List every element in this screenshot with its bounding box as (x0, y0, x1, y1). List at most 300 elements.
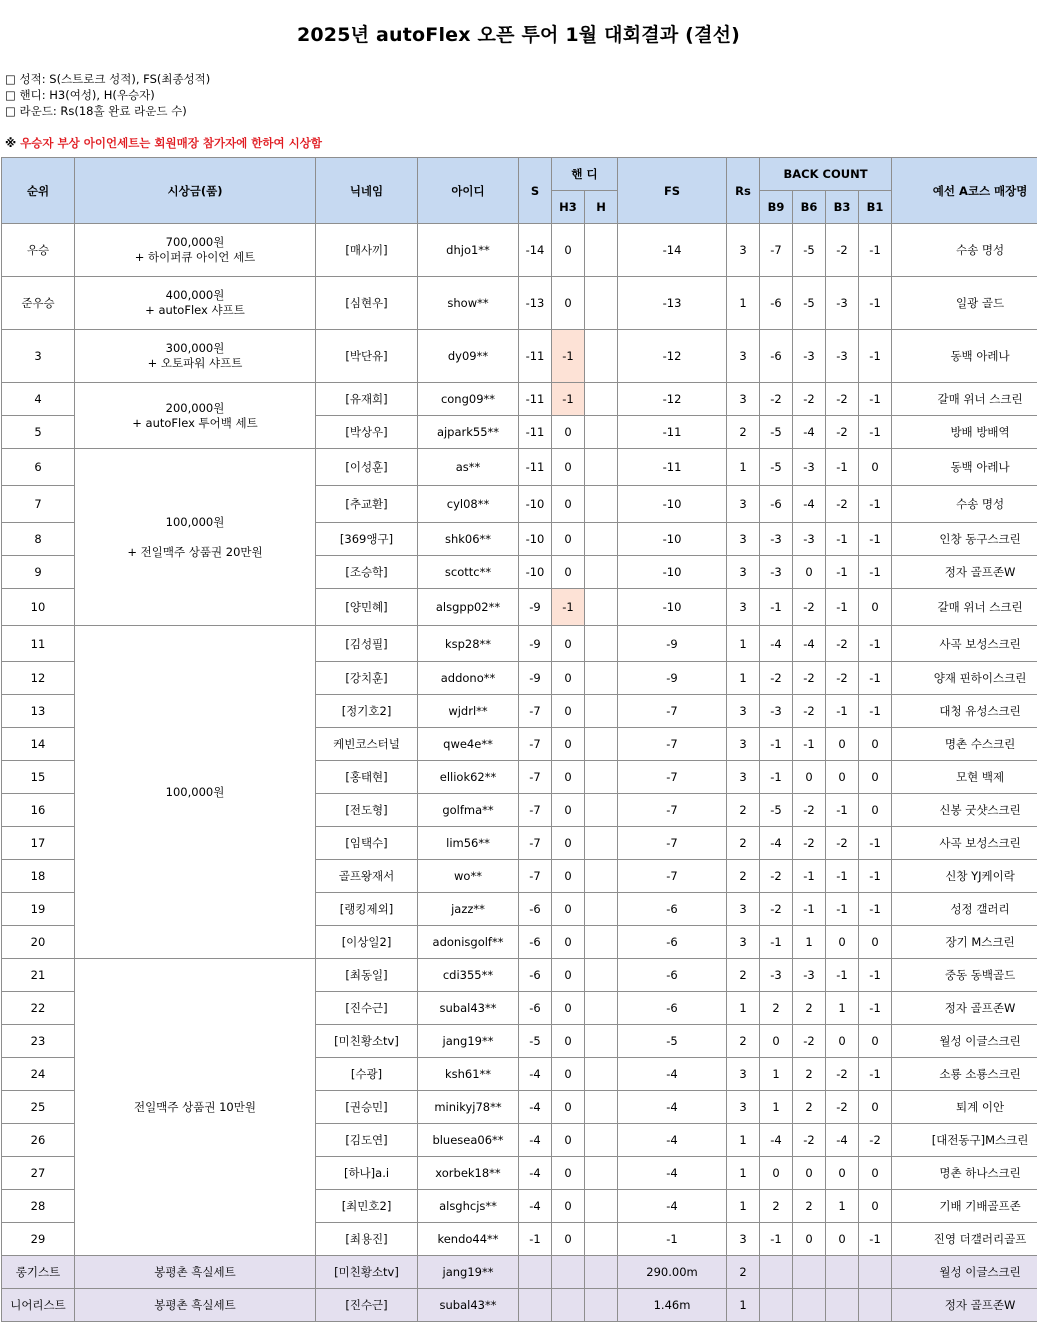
fs-cell: -12 (618, 330, 727, 383)
b3-cell: -1 (826, 556, 859, 589)
rank-cell: 23 (2, 1025, 75, 1058)
b6-cell: 0 (793, 1157, 826, 1190)
h3-cell: 0 (552, 860, 585, 893)
store-cell: 수송 명성 (892, 486, 1037, 523)
rank-cell: 29 (2, 1223, 75, 1256)
rs-cell: 3 (727, 1223, 760, 1256)
b1-cell: -1 (859, 556, 892, 589)
b3-cell: -3 (826, 277, 859, 330)
rs-cell: 1 (727, 1289, 760, 1322)
b6-cell: -1 (793, 893, 826, 926)
rank-cell: 4 (2, 383, 75, 416)
b1-cell: -2 (859, 1124, 892, 1157)
nickname-cell: 케빈코스터널 (316, 728, 418, 761)
rs-cell: 1 (727, 449, 760, 486)
s-cell: -10 (519, 556, 552, 589)
b3-cell: -2 (826, 486, 859, 523)
b3-cell: 0 (826, 1157, 859, 1190)
fs-cell: -11 (618, 449, 727, 486)
b1-cell: -1 (859, 224, 892, 277)
s-cell: -6 (519, 992, 552, 1025)
rank-cell: 22 (2, 992, 75, 1025)
store-cell: 양재 핀하이스크린 (892, 662, 1037, 695)
h3-cell: 0 (552, 728, 585, 761)
header-b1: B1 (859, 191, 892, 224)
b6-cell: 2 (793, 992, 826, 1025)
nickname-cell: [369앵구] (316, 523, 418, 556)
h-cell (585, 416, 618, 449)
b6-cell: 2 (793, 1091, 826, 1124)
h-cell (585, 926, 618, 959)
legend-notes (5, 71, 210, 119)
prize-cell: 봉평촌 흑실세트 (75, 1256, 316, 1289)
b9-cell: 2 (760, 1190, 793, 1223)
b1-cell: -1 (859, 1058, 892, 1091)
b6-cell: -1 (793, 860, 826, 893)
id-cell: golfma** (418, 794, 519, 827)
b3-cell: -2 (826, 662, 859, 695)
prize-bonus: + 오토파워 샤프트 (148, 356, 243, 370)
store-cell: 갈매 위너 스크린 (892, 383, 1037, 416)
header-store: 예선 A코스 매장명 (892, 158, 1037, 224)
b6-cell: -4 (793, 416, 826, 449)
s-cell: -6 (519, 893, 552, 926)
b6-cell: -3 (793, 449, 826, 486)
store-cell: 인창 동구스크린 (892, 523, 1037, 556)
nickname-cell: [매사끼] (316, 224, 418, 277)
b6-cell: 2 (793, 1058, 826, 1091)
b3-cell: 1 (826, 1190, 859, 1223)
h3-cell: -1 (552, 589, 585, 626)
nickname-cell: [권승민] (316, 1091, 418, 1124)
b6-cell: -5 (793, 224, 826, 277)
b9-cell: -1 (760, 728, 793, 761)
rs-cell: 1 (727, 277, 760, 330)
rank-cell: 28 (2, 1190, 75, 1223)
rs-cell: 1 (727, 662, 760, 695)
b3-cell: -1 (826, 589, 859, 626)
fs-cell: -4 (618, 1124, 727, 1157)
id-cell: xorbek18** (418, 1157, 519, 1190)
fs-cell: -4 (618, 1058, 727, 1091)
b9-cell: -1 (760, 761, 793, 794)
s-cell: -9 (519, 589, 552, 626)
h-cell (585, 330, 618, 383)
h3-cell: 0 (552, 794, 585, 827)
table-row (2, 330, 1037, 383)
rs-cell: 2 (727, 1256, 760, 1289)
rs-cell: 3 (727, 761, 760, 794)
b1-cell: -1 (859, 893, 892, 926)
h-cell (585, 626, 618, 662)
rank-cell: 7 (2, 486, 75, 523)
h3-cell: 0 (552, 959, 585, 992)
table-row (2, 224, 1037, 277)
h3-cell: 0 (552, 626, 585, 662)
b1-cell: -1 (859, 662, 892, 695)
b6-cell: -2 (793, 827, 826, 860)
b1-cell: 0 (859, 589, 892, 626)
header-b3: B3 (826, 191, 859, 224)
table-row (2, 277, 1037, 330)
h3-cell: 0 (552, 1091, 585, 1124)
b3-cell: -2 (826, 626, 859, 662)
h3-cell: 0 (552, 1157, 585, 1190)
b3-cell: -1 (826, 523, 859, 556)
fs-cell: -7 (618, 827, 727, 860)
s-cell: -7 (519, 761, 552, 794)
prize-cell (75, 224, 316, 277)
store-cell: 동백 아레나 (892, 330, 1037, 383)
s-cell: -9 (519, 626, 552, 662)
b1-cell: 0 (859, 794, 892, 827)
store-cell: 기배 기배골프존 (892, 1190, 1037, 1223)
fs-cell: -6 (618, 959, 727, 992)
store-cell: [대전동구]M스크린 (892, 1124, 1037, 1157)
nickname-cell: [미친황소tv] (316, 1025, 418, 1058)
h3-cell: 0 (552, 224, 585, 277)
b1-cell: -1 (859, 860, 892, 893)
store-cell: 정자 골프존W (892, 1289, 1037, 1322)
id-cell: lim56** (418, 827, 519, 860)
prize-warning (5, 135, 322, 151)
h3-cell: 0 (552, 416, 585, 449)
b3-cell: -2 (826, 1058, 859, 1091)
rank-cell: 17 (2, 827, 75, 860)
b6-cell: -3 (793, 959, 826, 992)
store-cell: 중동 동백골드 (892, 959, 1037, 992)
note-handicap: □ 핸디: H3(여성), H(우승자) (5, 87, 210, 103)
header-rank: 순위 (2, 158, 75, 224)
nickname-cell: [최용진] (316, 1223, 418, 1256)
rank-cell: 20 (2, 926, 75, 959)
nickname-cell: [박상우] (316, 416, 418, 449)
b9-cell: -1 (760, 926, 793, 959)
rs-cell: 2 (727, 959, 760, 992)
rs-cell: 2 (727, 794, 760, 827)
h-cell (585, 1190, 618, 1223)
rank-cell: 26 (2, 1124, 75, 1157)
rank-cell: 27 (2, 1157, 75, 1190)
rs-cell: 2 (727, 1025, 760, 1058)
table-row (2, 626, 1037, 662)
h-cell (585, 761, 618, 794)
b6-cell: -2 (793, 662, 826, 695)
h-cell (585, 728, 618, 761)
fs-cell: -10 (618, 556, 727, 589)
nickname-cell: [진수근] (316, 1289, 418, 1322)
s-cell: -6 (519, 926, 552, 959)
h-cell (585, 556, 618, 589)
h3-cell: 0 (552, 523, 585, 556)
rank-cell: 준우승 (2, 277, 75, 330)
fs-cell: -10 (618, 523, 727, 556)
fs-cell: -4 (618, 1190, 727, 1223)
rs-cell: 3 (727, 1091, 760, 1124)
store-cell: 장기 M스크린 (892, 926, 1037, 959)
rank-cell: 25 (2, 1091, 75, 1124)
b1-cell: -1 (859, 383, 892, 416)
b9-cell: -6 (760, 330, 793, 383)
id-cell: qwe4e** (418, 728, 519, 761)
h-cell (585, 860, 618, 893)
s-cell: -4 (519, 1124, 552, 1157)
prize-cell: 전일맥주 상품권 10만원 (75, 959, 316, 1256)
nickname-cell: [강치훈] (316, 662, 418, 695)
header-nickname: 닉네임 (316, 158, 418, 224)
h3-cell: 0 (552, 277, 585, 330)
b1-cell: -1 (859, 992, 892, 1025)
nickname-cell: [이성훈] (316, 449, 418, 486)
rs-cell: 3 (727, 486, 760, 523)
h3-cell: 0 (552, 662, 585, 695)
h-cell (585, 1157, 618, 1190)
b1-cell: 0 (859, 761, 892, 794)
h-cell (585, 224, 618, 277)
b9-cell: -6 (760, 277, 793, 330)
b6-cell: 2 (793, 1190, 826, 1223)
h-cell (585, 486, 618, 523)
store-cell: 수송 명성 (892, 224, 1037, 277)
fs-cell: -5 (618, 1025, 727, 1058)
store-cell: 정자 골프존W (892, 992, 1037, 1025)
b6-cell: -2 (793, 695, 826, 728)
b9-cell: -7 (760, 224, 793, 277)
store-cell: 월성 이글스크린 (892, 1025, 1037, 1058)
id-cell: jang19** (418, 1256, 519, 1289)
b3-cell: -1 (826, 695, 859, 728)
fs-cell: -11 (618, 416, 727, 449)
b6-cell: -4 (793, 626, 826, 662)
b3-cell: 0 (826, 728, 859, 761)
h-cell (585, 277, 618, 330)
b6-cell: -3 (793, 523, 826, 556)
rs-cell: 1 (727, 1190, 760, 1223)
b3-cell: -2 (826, 827, 859, 860)
b9-cell: -3 (760, 695, 793, 728)
id-cell: alsgpp02** (418, 589, 519, 626)
fs-cell: -4 (618, 1157, 727, 1190)
fs-cell: -7 (618, 794, 727, 827)
fs-cell: -4 (618, 1091, 727, 1124)
s-cell: -7 (519, 860, 552, 893)
s-cell: -11 (519, 383, 552, 416)
h-cell (585, 662, 618, 695)
store-cell: 진영 더갤러리골프 (892, 1223, 1037, 1256)
prize-bonus: + autoFlex 투어백 세트 (132, 416, 258, 430)
page-title: 2025년 autoFlex 오픈 투어 1월 대회결과 (결선) (0, 20, 1037, 47)
b1-cell: -1 (859, 827, 892, 860)
b9-cell: 0 (760, 1157, 793, 1190)
fs-cell: -1 (618, 1223, 727, 1256)
rs-cell: 2 (727, 860, 760, 893)
fs-cell: -9 (618, 626, 727, 662)
rs-cell: 3 (727, 330, 760, 383)
b3-cell: -1 (826, 893, 859, 926)
b9-cell: -4 (760, 827, 793, 860)
rank-cell: 18 (2, 860, 75, 893)
store-cell: 신봉 굿샷스크린 (892, 794, 1037, 827)
h-cell (585, 1025, 618, 1058)
fs-cell: -7 (618, 761, 727, 794)
store-cell: 갈매 위너 스크린 (892, 589, 1037, 626)
b1-cell: -1 (859, 330, 892, 383)
b3-cell: -4 (826, 1124, 859, 1157)
header-back-count: BACK COUNT (760, 158, 892, 191)
b1-cell: -1 (859, 695, 892, 728)
results-table (1, 157, 1037, 1322)
h-cell (585, 449, 618, 486)
b1-cell: -1 (859, 277, 892, 330)
fs-cell: -7 (618, 860, 727, 893)
b3-cell: -1 (826, 959, 859, 992)
s-cell: -5 (519, 1025, 552, 1058)
rs-cell: 2 (727, 416, 760, 449)
warning-text: 우승자 부상 아이언세트는 회원매장 참가자에 한하여 시상함 (20, 136, 322, 150)
rs-cell: 3 (727, 728, 760, 761)
nickname-cell: [심현우] (316, 277, 418, 330)
b9-cell: -3 (760, 523, 793, 556)
header-b6: B6 (793, 191, 826, 224)
b1-cell: 0 (859, 1190, 892, 1223)
h3-cell: 0 (552, 926, 585, 959)
id-cell: subal43** (418, 1289, 519, 1322)
id-cell: wjdrl** (418, 695, 519, 728)
rs-cell: 3 (727, 893, 760, 926)
h-cell (585, 1223, 618, 1256)
rs-cell: 1 (727, 626, 760, 662)
b6-cell: -2 (793, 1124, 826, 1157)
fs-cell: -13 (618, 277, 727, 330)
s-cell: -4 (519, 1091, 552, 1124)
rank-cell: 19 (2, 893, 75, 926)
b3-cell: -3 (826, 330, 859, 383)
s-cell: -4 (519, 1157, 552, 1190)
header-prize: 시상금(품) (75, 158, 316, 224)
b1-cell: 0 (859, 728, 892, 761)
id-cell: jazz** (418, 893, 519, 926)
store-cell: 성정 갤러리 (892, 893, 1037, 926)
fs-cell: -6 (618, 893, 727, 926)
store-cell: 동백 아레나 (892, 449, 1037, 486)
note-rounds: □ 라운드: Rs(18홀 완료 라운드 수) (5, 103, 210, 119)
s-cell: -6 (519, 959, 552, 992)
rs-cell: 1 (727, 992, 760, 1025)
h3-cell: 0 (552, 1190, 585, 1223)
store-cell: 대청 유성스크린 (892, 695, 1037, 728)
s-cell: -11 (519, 449, 552, 486)
h3-cell: 0 (552, 486, 585, 523)
store-cell: 명촌 수스크린 (892, 728, 1037, 761)
b3-cell: 0 (826, 926, 859, 959)
h-cell (585, 959, 618, 992)
prize-amount: 300,000원 (166, 341, 225, 355)
b9-cell: -6 (760, 486, 793, 523)
id-cell: adonisgolf** (418, 926, 519, 959)
id-cell: jang19** (418, 1025, 519, 1058)
h-cell (585, 695, 618, 728)
rank-cell: 24 (2, 1058, 75, 1091)
s-cell: -7 (519, 794, 552, 827)
b1-cell: -1 (859, 1223, 892, 1256)
b3-cell: 0 (826, 1223, 859, 1256)
s-cell: -10 (519, 523, 552, 556)
store-cell: 일광 골드 (892, 277, 1037, 330)
h-cell (585, 992, 618, 1025)
prize-amount: 200,000원 (166, 401, 225, 415)
h-cell (585, 383, 618, 416)
b9-cell: -2 (760, 662, 793, 695)
b1-cell: 0 (859, 1025, 892, 1058)
h3-cell: 0 (552, 1124, 585, 1157)
prize-cell: 100,000원 (75, 626, 316, 959)
nickname-cell: [진수근] (316, 992, 418, 1025)
h-cell (585, 523, 618, 556)
rank-cell: 15 (2, 761, 75, 794)
note-score: □ 성적: S(스트로크 성적), FS(최종성적) (5, 71, 210, 87)
header-handi: 핸 디 (552, 158, 618, 191)
rank-cell: 11 (2, 626, 75, 662)
rank-cell: 롱기스트 (2, 1256, 75, 1289)
rs-cell: 3 (727, 695, 760, 728)
h3-cell: 0 (552, 449, 585, 486)
prize-bonus: + autoFlex 샤프트 (145, 303, 245, 317)
h3-cell (552, 1256, 585, 1289)
nickname-cell: [유재희] (316, 383, 418, 416)
b9-cell: -5 (760, 416, 793, 449)
store-cell: 소룡 소룡스크린 (892, 1058, 1037, 1091)
table-row (2, 959, 1037, 992)
b1-cell: -1 (859, 416, 892, 449)
rank-cell: 12 (2, 662, 75, 695)
h3-cell: -1 (552, 383, 585, 416)
b3-cell (826, 1256, 859, 1289)
prize-cell (75, 330, 316, 383)
b3-cell: -2 (826, 1091, 859, 1124)
b3-cell: -2 (826, 416, 859, 449)
prize-cell: 봉평촌 흑실세트 (75, 1289, 316, 1322)
nickname-cell: [홍태현] (316, 761, 418, 794)
s-cell: -9 (519, 662, 552, 695)
nickname-cell: [전도형] (316, 794, 418, 827)
b3-cell: -1 (826, 860, 859, 893)
b9-cell: -2 (760, 383, 793, 416)
b9-cell: -3 (760, 556, 793, 589)
h3-cell: 0 (552, 695, 585, 728)
b1-cell: -1 (859, 959, 892, 992)
b6-cell: -2 (793, 383, 826, 416)
fs-cell: -6 (618, 992, 727, 1025)
nickname-cell: [이상일2] (316, 926, 418, 959)
nickname-cell: [조승학] (316, 556, 418, 589)
id-cell: ajpark55** (418, 416, 519, 449)
s-cell: -7 (519, 728, 552, 761)
rank-cell: 14 (2, 728, 75, 761)
rs-cell: 3 (727, 589, 760, 626)
h-cell (585, 1091, 618, 1124)
id-cell: dy09** (418, 330, 519, 383)
prize-bonus: + 전일맥주 상품권 20만원 (127, 545, 262, 559)
b6-cell: 1 (793, 926, 826, 959)
prize-amount: 100,000원 (166, 515, 225, 529)
table-row (2, 383, 1037, 416)
rs-cell: 3 (727, 224, 760, 277)
b9-cell: 1 (760, 1058, 793, 1091)
fs-cell: -6 (618, 926, 727, 959)
h-cell (585, 1256, 618, 1289)
id-cell: as** (418, 449, 519, 486)
nickname-cell: [하나]a.i (316, 1157, 418, 1190)
